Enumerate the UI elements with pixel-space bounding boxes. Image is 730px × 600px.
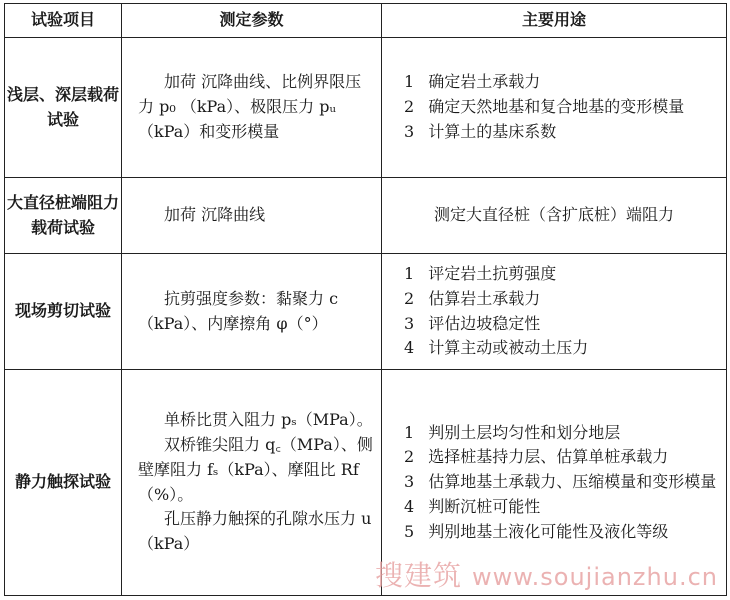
main-use: [382, 254, 727, 370]
header-row: [5, 4, 727, 38]
main-use: [382, 38, 727, 178]
use-item: 1 确定岩土承载力: [404, 72, 541, 92]
parameter-line: 孔压静力触探的孔隙水压力 u（kPa）: [138, 509, 372, 554]
parameters: [122, 178, 382, 254]
parameters: [122, 254, 382, 370]
watermark: [375, 554, 718, 594]
use-item: 2 估算岩土承载力: [404, 288, 541, 308]
use-item: 3 估算地基土承载力、压缩模量和变形模量: [404, 472, 717, 492]
watermark-url: www.soujianzhu.cn: [471, 563, 718, 591]
test-item: 大直径桩端阻力载荷试验: [5, 178, 122, 254]
parameter-line: 单桥比贯入阻力 pₛ（MPa）。: [164, 410, 373, 430]
parameter-line: 加荷 沉降曲线: [164, 205, 266, 225]
watermark-cn: 搜建筑: [374, 559, 462, 592]
use-item: 2 选择桩基持力层、估算单桩承载力: [404, 447, 669, 467]
use-item: 2 确定天然地基和复合地基的变形模量: [404, 97, 685, 117]
parameters: [122, 38, 382, 178]
main-use: [382, 178, 727, 254]
parameter-line: 双桥锥尖阻力 q꜀（MPa）、侧壁摩阻力 fₛ（kPa）、摩阻比 Rf（%）。: [138, 434, 373, 504]
table-row: [5, 254, 727, 370]
test-item: 浅层、深层载荷试验: [5, 38, 122, 178]
table-row: [5, 178, 727, 254]
use-item: 3 评估边坡稳定性: [404, 313, 541, 333]
header-test-item: 试验项目: [5, 4, 122, 38]
use-item: 5 判别地基土液化可能性及液化等级: [404, 521, 669, 541]
parameters: [122, 370, 382, 596]
header-parameters: 测定参数: [122, 4, 382, 38]
header-main-use: 主要用途: [382, 4, 727, 38]
use-item: 测定大直径桩（含扩底桩）端阻力: [433, 205, 674, 225]
use-item: 1 判别土层均匀性和划分地层: [404, 422, 621, 442]
table-row: [5, 38, 727, 178]
parameter-line: 抗剪强度参数：黏聚力 c（kPa）、内摩擦角 φ（°）: [138, 288, 339, 333]
test-item: 静力触探试验: [5, 370, 122, 596]
parameter-line: 加荷 沉降曲线、比例界限压力 p₀ （kPa）、极限压力 pᵤ（kPa）和变形模量: [138, 72, 362, 141]
use-item: 4 计算主动或被动土压力: [404, 338, 589, 358]
use-item: 3 计算土的基床系数: [404, 121, 557, 141]
use-item: 4 判断沉桩可能性: [404, 496, 541, 516]
test-item: 现场剪切试验: [5, 254, 122, 370]
use-item: 1 评定岩土抗剪强度: [404, 263, 557, 283]
test-table: [4, 3, 727, 596]
